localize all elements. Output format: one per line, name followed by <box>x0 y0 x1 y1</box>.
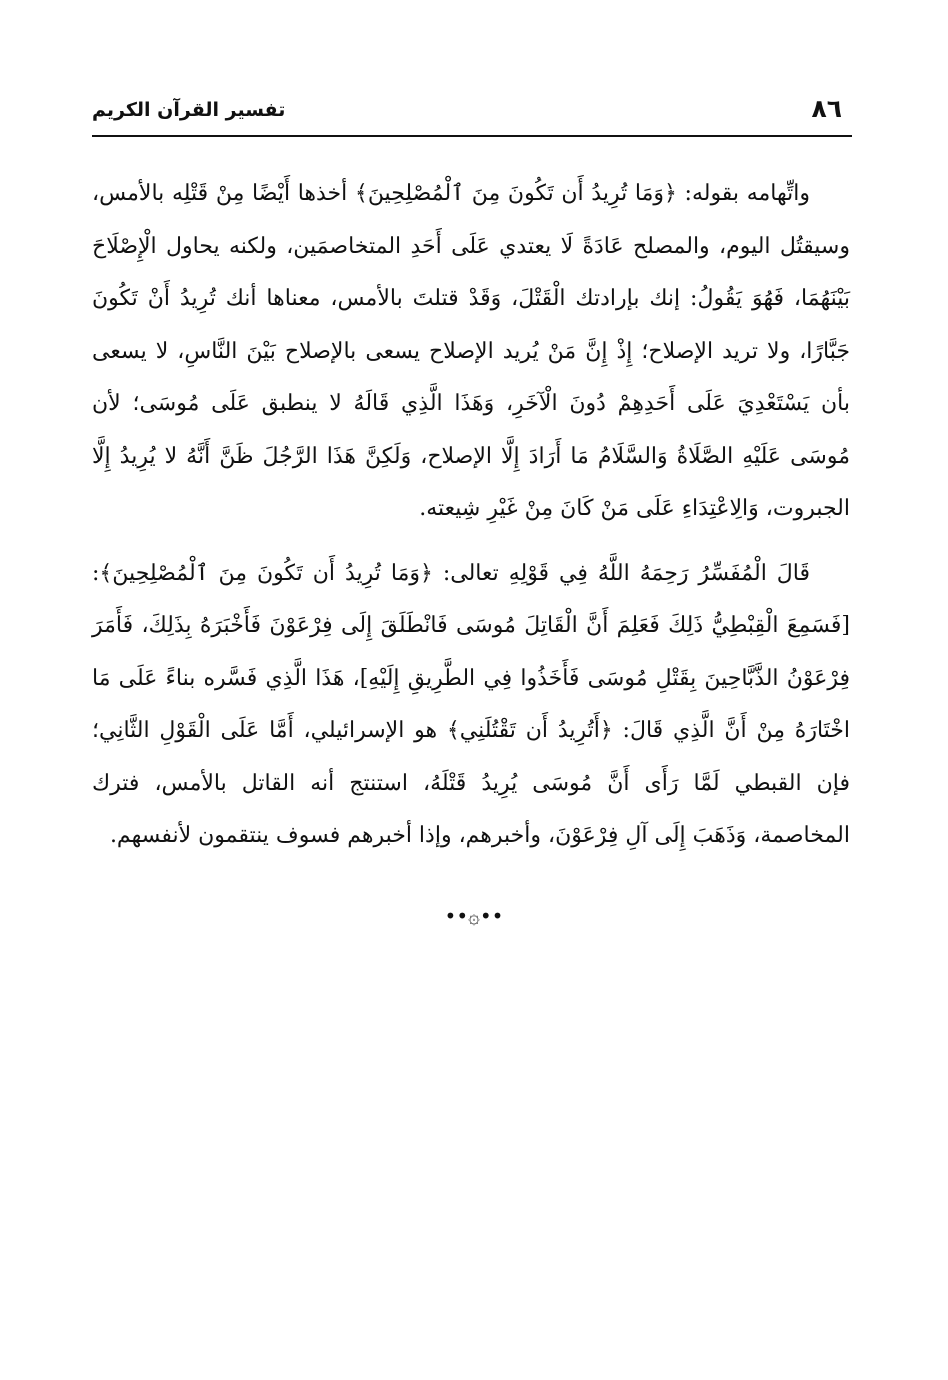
paragraph-1: واتِّهامه بقوله: ﴿وَمَا تُرِيدُ أَن تَكُونَ مِنَ ٱلْمُصْلِحِينَ﴾ أخذها أَيْضًا مِنْ قَتْلِه بالأمس، وسيقتُل اليوم، والمصلح عَادَةً لَا يعتدي عَلَى أَحَدِ المتخاصمَين، ولكنه يحاول الْإِصْلَاحَ بَيْنَهُمَا، فَهُوَ يَقُولُ: إنك بإرادتك الْقَتْلَ، وَقَدْ قتلتَ بالأمس، معناها أنك تُرِيدُ أَنْ تَكُونَ جَبَّارًا، ولا تريد الإصلاح؛ إِذْ إِنَّ مَنْ يُريد الإصلاح يسعى بالإصلاح بَيْنَ النَّاسِ، لا يسعى بأن يَسْتَعْدِيَ عَلَى أَحَدِهِمْ دُونَ الْآخَرِ، وَهَذَا الَّذِي قَالَهُ لا ينطبق عَلَى مُوسَى؛ لأن مُوسَى عَلَيْهِ الصَّلَاةُ وَالسَّلَامُ مَا أَرَادَ إِلَّا الإصلاح، وَلَكِنَّ هَذَا الرَّجُلَ ظَنَّ أَنَّهُ لا يُرِيدُ إِلَّا الجبروت، وَالِاعْتِدَاءِ عَلَى مَنْ كَانَ مِنْ غَيْرِ شِيعته. <box>92 181 850 521</box>
paragraph-2: قَالَ الْمُفَسِّرُ رَحِمَهُ اللَّهُ فِي قَوْلِهِ تعالى: ﴿وَمَا تُرِيدُ أَن تَكُونَ مِنَ ٱلْمُصْلِحِينَ﴾: [فَسَمِعَ الْقِبْطِيُّ ذَلِكَ فَعَلِمَ أَنَّ الْقَاتِلَ مُوسَى فَانْطَلَقَ إِلَى فِرْعَوْنَ فَأَخْبَرَهُ بِذَلِكَ، فَأَمَرَ فِرْعَوْنُ الذَّبَّاحِينَ بِقَتْلِ مُوسَى فَأَخَذُوا فِي الطَّرِيقِ إِلَيْهِ]، هَذَا الَّذِي فَسَّره بناءً عَلَى مَا اخْتَارَهُ مِنْ أَنَّ الَّذِي قَالَ: ﴿أَتُرِيدُ أَن تَقْتُلَنِي﴾ هو الإسرائيلي، أَمَّا عَلَى الْقَوْلِ الثَّانِي؛ فإن القبطي لَمَّا رَأَى أَنَّ مُوسَى يُرِيدُ قَتْلَهُ، استنتج أنه القاتل بالأمس، فترك المخاصمة، وَذَهَبَ إِلَى آلِ فِرْعَوْنَ، وأخبرهم، وإذا أخبرهم فسوف ينتقمون لأنفسهم. <box>92 560 850 848</box>
page-body <box>92 168 850 863</box>
header-divider <box>92 135 852 137</box>
book-title: تفسير القرآن الكريم <box>92 99 286 121</box>
page-header <box>92 92 850 132</box>
section-end-ornament: ••۞•• <box>444 904 504 928</box>
page-number: ٨٦ <box>811 94 842 123</box>
